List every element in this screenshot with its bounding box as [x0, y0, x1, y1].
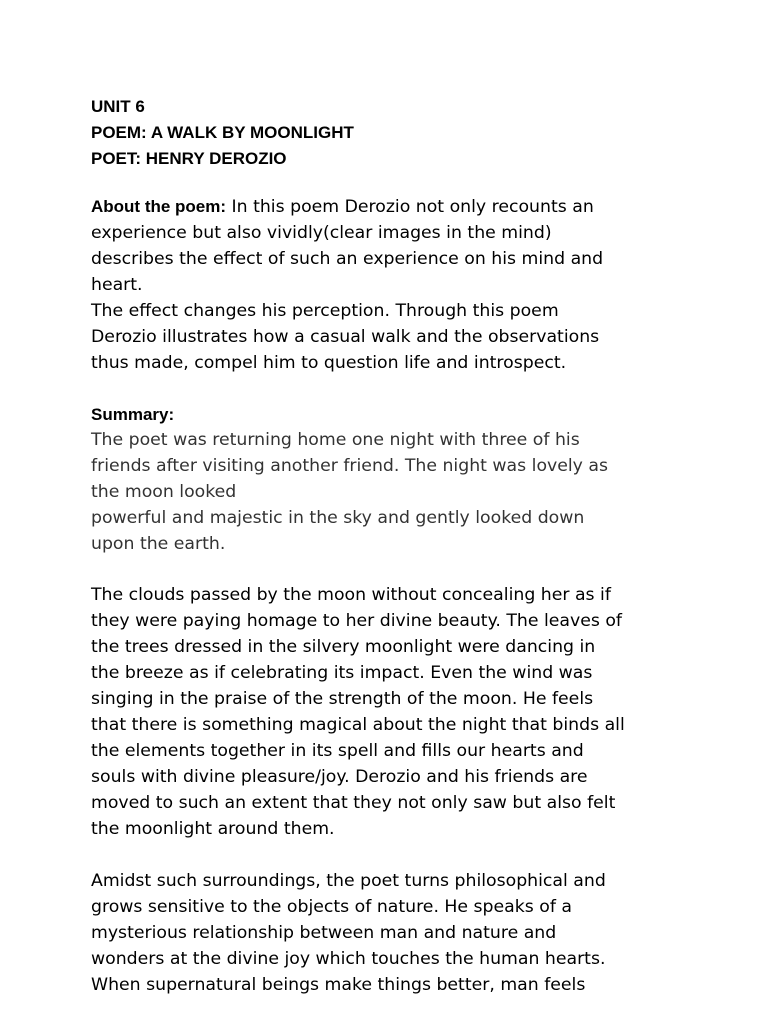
summary-line: that there is something magical about the night that binds all	[91, 715, 625, 735]
about-line: Derozio illustrates how a casual walk and the observations	[91, 327, 600, 347]
about-line: describes the effect of such an experience on his mind and	[91, 249, 604, 269]
summary-line: When supernatural beings make things better, man feels	[91, 975, 586, 995]
about-section	[91, 194, 691, 376]
unit-title: UNIT 6	[91, 97, 145, 116]
summary-label: Summary:	[91, 405, 175, 424]
about-line: In this poem Derozio not only recounts an	[226, 197, 594, 217]
summary-line: the moon looked	[91, 482, 237, 502]
summary-line: friends after visiting another friend. The night was lovely as	[91, 456, 608, 476]
about-first-line	[91, 194, 691, 220]
about-line: The effect changes his perception. Through this poem	[91, 301, 559, 321]
poet-name: POET: HENRY DEROZIO	[91, 149, 287, 168]
summary-line: moved to such an extent that they not only saw but also felt	[91, 793, 616, 813]
summary-line: the moonlight around them.	[91, 819, 335, 839]
summary-line: Amidst such surroundings, the poet turns philosophical and	[91, 871, 606, 891]
summary-paragraph-1	[91, 427, 691, 557]
summary-line: they were paying homage to her divine beauty. The leaves of	[91, 611, 622, 631]
summary-line: The clouds passed by the moon without concealing her as if	[91, 585, 611, 605]
about-line: experience but also vividly(clear images in the mind)	[91, 223, 552, 243]
summary-line: upon the earth.	[91, 534, 226, 554]
summary-line: mysterious relationship between man and nature and	[91, 923, 557, 943]
summary-line: powerful and majestic in the sky and gently looked down	[91, 508, 585, 528]
summary-line: souls with divine pleasure/joy. Derozio and his friends are	[91, 767, 588, 787]
summary-paragraph-3	[91, 868, 691, 998]
about-line: thus made, compel him to question life and introspect.	[91, 353, 567, 373]
summary-line: the trees dressed in the silvery moonlight were dancing in	[91, 637, 596, 657]
about-line: heart.	[91, 275, 143, 295]
summary-line: singing in the praise of the strength of the moon. He feels	[91, 689, 594, 709]
summary-paragraph-2	[91, 582, 691, 842]
document-header	[91, 94, 354, 172]
summary-line: wonders at the divine joy which touches the human hearts.	[91, 949, 606, 969]
summary-line: The poet was returning home one night with three of his	[91, 430, 580, 450]
about-label: About the poem:	[91, 197, 227, 216]
poem-title: POEM: A WALK BY MOONLIGHT	[91, 123, 354, 142]
summary-line: grows sensitive to the objects of nature. He speaks of a	[91, 897, 572, 917]
summary-line: the breeze as if celebrating its impact. Even the wind was	[91, 663, 593, 683]
summary-line: the elements together in its spell and fills our hearts and	[91, 741, 584, 761]
